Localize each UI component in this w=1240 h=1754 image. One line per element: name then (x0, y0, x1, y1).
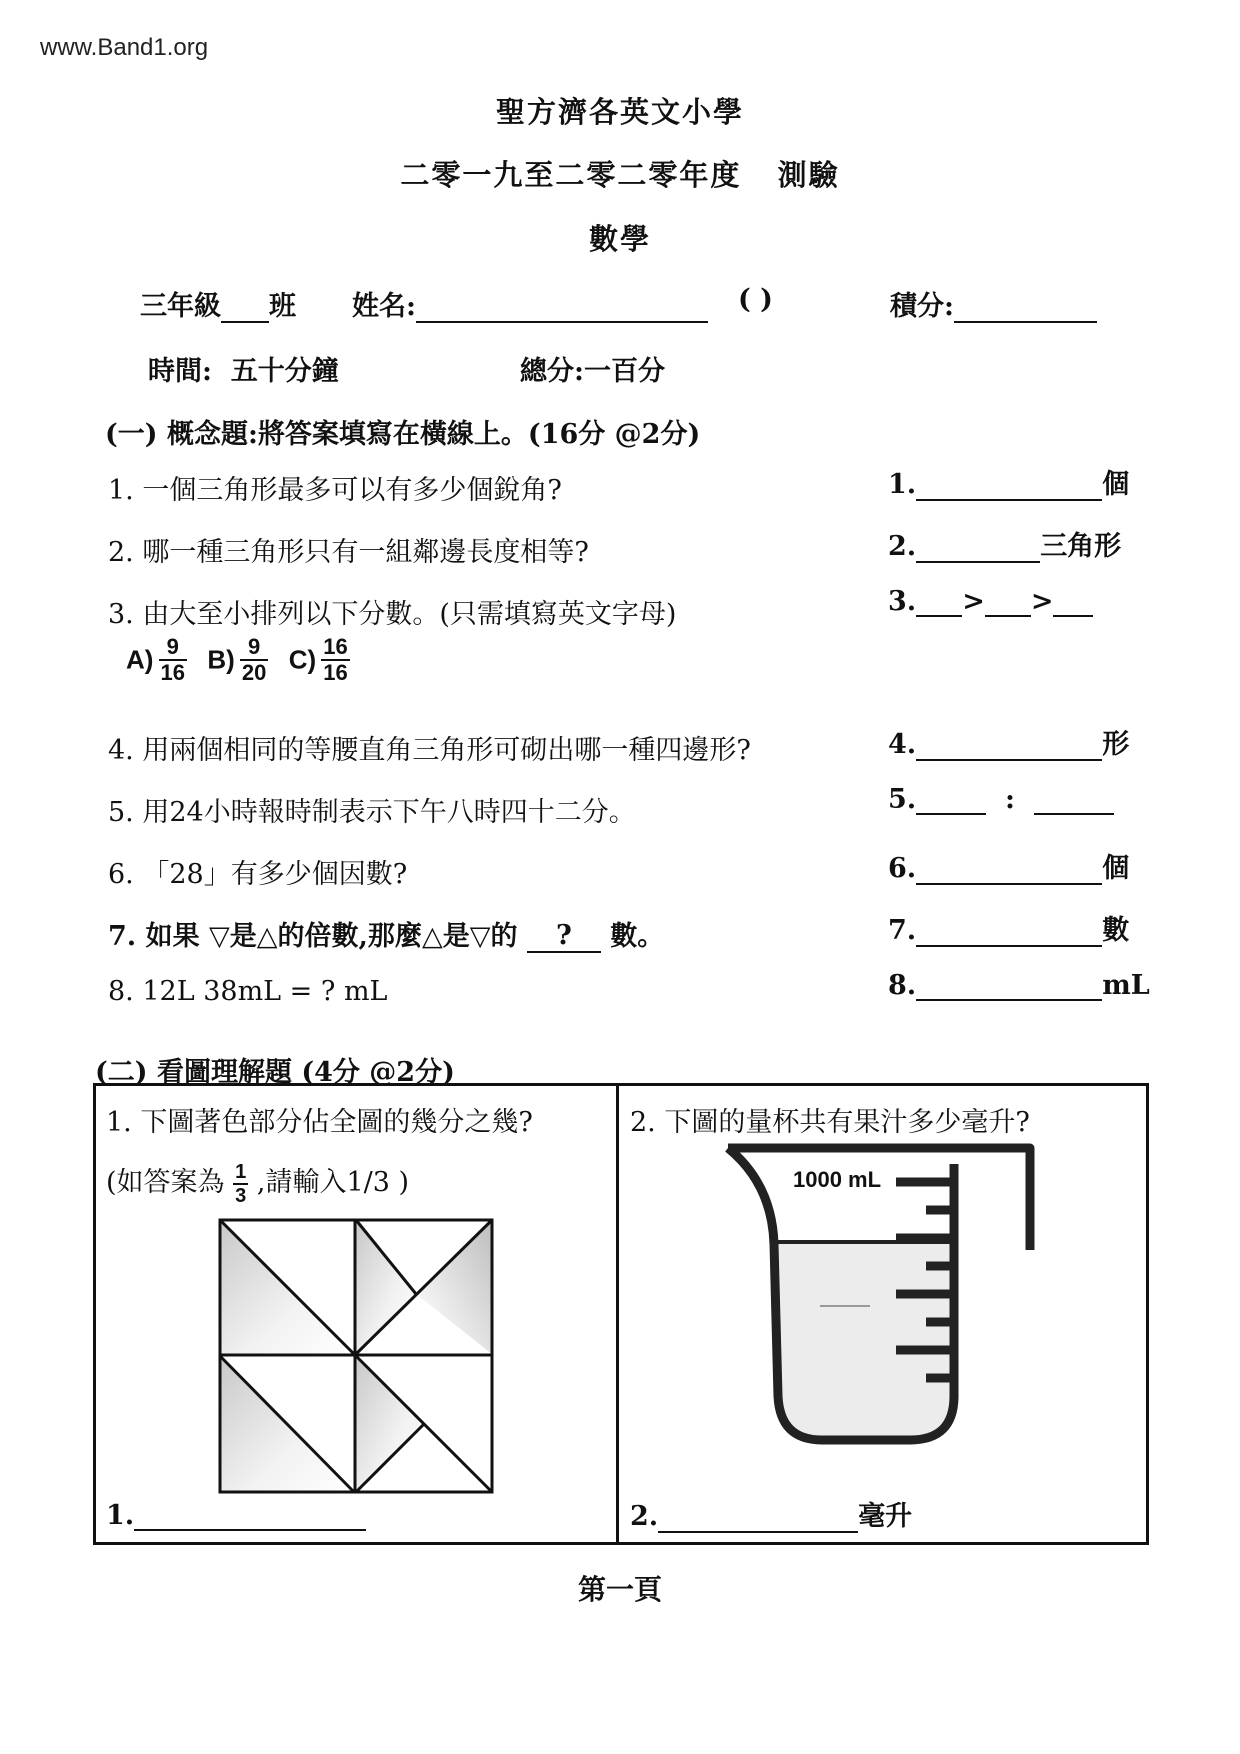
answer-3-blank-1[interactable] (916, 615, 962, 617)
section2-title: (二) 看圖理解題 (4分 @2分) (95, 1057, 455, 1088)
triangle-up-symbol: △ (421, 921, 443, 952)
triangle-up-symbol: △ (256, 921, 278, 952)
question-7-blank: ? (527, 920, 601, 953)
answer-1: 1. 個 (888, 469, 1130, 500)
beaker-capacity-label: 1000 mL (793, 1167, 882, 1192)
question-3: 3. 由大至小排列以下分數。(只需填寫英文字母) (108, 599, 677, 630)
answer-2-blank[interactable] (916, 561, 1040, 563)
name-line (352, 284, 708, 323)
triangle-down-symbol: ▽ (209, 921, 230, 952)
answer-3-blank-3[interactable] (1053, 615, 1093, 617)
time-label: 時間: (148, 356, 212, 387)
answer-5: 5. : (888, 784, 1114, 815)
grade-class-line (140, 284, 296, 323)
time-line (148, 349, 339, 388)
shaded-triangle-top-right-a (356, 1220, 416, 1354)
total-label: 總分: (520, 356, 584, 387)
square-grid-figure (218, 1218, 494, 1494)
grade-label: 三年級 (140, 291, 221, 322)
picture-question-1-hint: (如答案為 $\frac{1}{3}$ ,請輸入1/3 ) (106, 1160, 410, 1207)
time-value: 五十分鐘 (230, 356, 339, 387)
picture-question-1: 1. 下圖著色部分佔全圖的幾分之幾? (106, 1107, 533, 1138)
answer-4: 4. 形 (888, 729, 1130, 760)
score-line (890, 284, 1097, 323)
juice-level (776, 1242, 954, 1440)
question-6: 6. 「28」有多少個因數? (108, 859, 408, 890)
picture-answer-2: 2. 毫升 (630, 1501, 913, 1532)
picture-question-2: 2. 下圖的量杯共有果汁多少毫升? (630, 1107, 1030, 1138)
school-name: 聖方濟各英文小學 (495, 95, 744, 129)
answer-1-blank[interactable] (916, 499, 1102, 501)
answer-8-blank[interactable] (916, 999, 1102, 1001)
option-b-label: B) (207, 644, 235, 675)
watermark: www.Band1.org (40, 34, 209, 61)
score-label: 積分: (890, 291, 954, 322)
question-2: 2. 哪一種三角形只有一組鄰邊長度相等? (108, 537, 589, 568)
class-suffix: 班 (269, 291, 296, 322)
exam-title (0, 153, 1240, 194)
test-label: 測驗 (777, 158, 840, 192)
answer-4-blank[interactable] (916, 759, 1102, 761)
name-blank[interactable] (416, 321, 708, 323)
answer-5-minutes-blank[interactable] (1034, 813, 1114, 815)
measuring-beaker-figure (720, 1134, 1046, 1456)
fraction-a: $\frac{9}{16}$ (160, 634, 186, 686)
student-number-parens[interactable]: ( ) (738, 284, 773, 315)
subject-title: 數學 (588, 222, 651, 256)
answer-7: 7. 數 (888, 915, 1130, 946)
answer-5-hours-blank[interactable] (916, 813, 986, 815)
total-line (520, 349, 665, 388)
answer-6-blank[interactable] (916, 883, 1102, 885)
name-label: 姓名: (352, 291, 416, 322)
fraction-options (126, 635, 350, 685)
shaded-triangle-top-right-b (416, 1220, 492, 1354)
answer-8: 8. mL (888, 970, 1150, 1001)
hint-fraction: $\frac{1}{3}$ (235, 1160, 247, 1207)
option-a-label: A) (126, 644, 154, 675)
question-8: 8. 12L 38mL = ? mL (108, 976, 388, 1007)
picture-answer-1: 1. (106, 1500, 366, 1531)
question-4: 4. 用兩個相同的等腰直角三角形可砌出哪一種四邊形? (108, 735, 751, 766)
answer-3-blank-2[interactable] (985, 615, 1031, 617)
score-blank[interactable] (954, 321, 1097, 323)
picture-answer-1-blank[interactable] (134, 1529, 366, 1531)
shaded-triangle-bottom-right (356, 1356, 424, 1492)
option-c-label: C) (288, 644, 317, 675)
box-divider (616, 1083, 619, 1545)
fraction-b: $\frac{9}{20}$ (241, 634, 267, 686)
answer-2: 2. 三角形 (888, 531, 1122, 562)
answer-3: 3. > > (888, 586, 1093, 617)
answer-7-blank[interactable] (916, 945, 1102, 947)
page-number: 第一頁 (577, 1573, 662, 1606)
answer-6: 6. 個 (888, 853, 1130, 884)
question-5: 5. 用24小時報時制表示下午八時四十二分。 (108, 797, 636, 828)
fraction-c: $\frac{16}{16}$ (323, 634, 348, 686)
class-blank[interactable] (221, 321, 269, 323)
triangle-down-symbol: ▽ (469, 921, 491, 952)
section1-title: (一) 概念題:將答案填寫在橫線上。(16分 @2分) (105, 419, 701, 450)
question-1: 1. 一個三角形最多可以有多少個銳角? (108, 475, 562, 506)
picture-answer-2-blank[interactable] (658, 1531, 858, 1533)
school-year: 二零一九至二零二零年度 (400, 158, 742, 192)
question-7: 7. 如果 ▽是△的倍數,那麼△是▽的 ? 數。 (108, 920, 665, 952)
total-value: 一百分 (583, 356, 665, 387)
